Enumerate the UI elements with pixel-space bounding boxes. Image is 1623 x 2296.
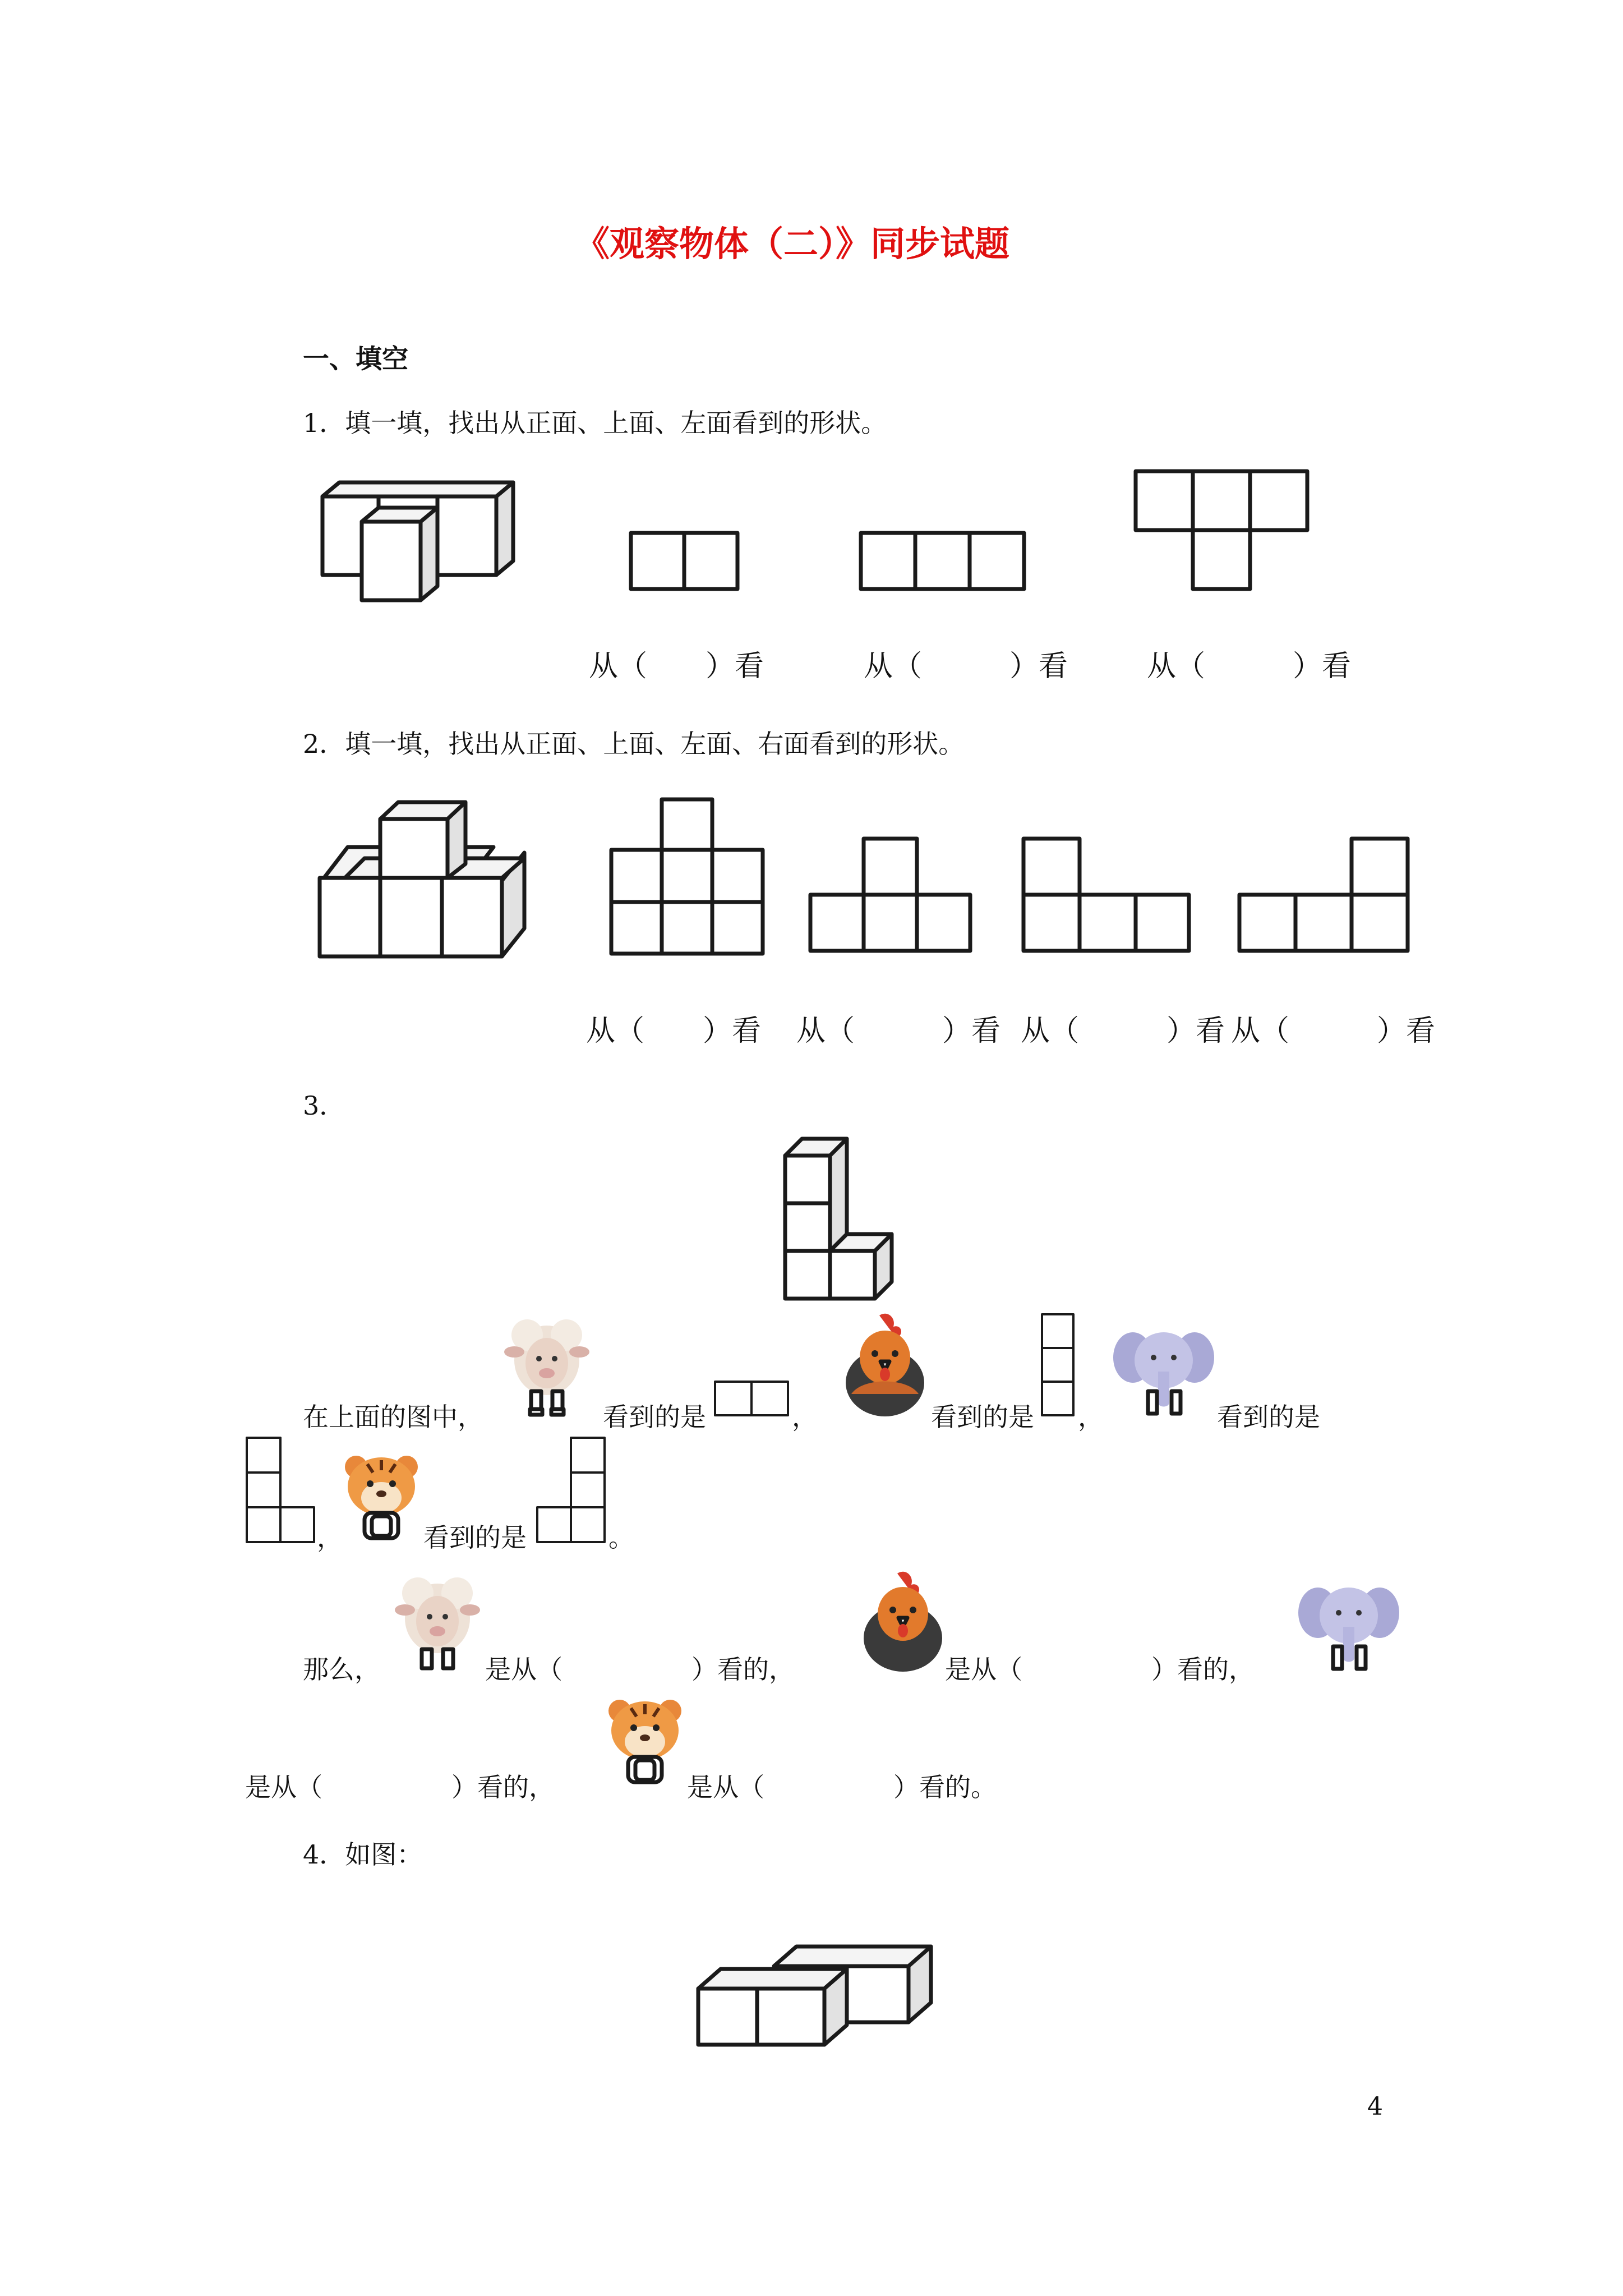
q1-label-1: 从（ ）看 [589,650,764,683]
q1-view-b [858,530,1032,592]
q3-line3-blank-1: 是从（ ）看的， [485,1654,795,1685]
q3-line1-seen-3: 看到的是 [1217,1402,1320,1432]
q3-view-column [1040,1313,1077,1419]
q2-solid-figure [314,797,561,959]
q3-line2-seen: 看到的是 [423,1522,527,1553]
elephant-icon [1113,1324,1214,1419]
q1-label-3: 从（ ）看 [1147,650,1352,683]
q3-line1-seen-2: 看到的是 [931,1402,1034,1432]
q3-comma-2: ， [1078,1402,1104,1432]
q3-line1-seen-1: 看到的是 [603,1402,706,1432]
question-4-text: 4．如图： [303,1839,423,1870]
elephant-icon-2 [1298,1579,1399,1674]
rooster-icon-2 [858,1568,945,1674]
q1-label-2: 从（ ）看 [864,650,1068,683]
page-title: 《观察物体（二）》同步试题 [575,223,1010,264]
q2-label-3: 从（ ）看 [1021,1014,1225,1048]
q3-line4-blank-2: 是从（ ）看的。 [687,1772,997,1802]
q1-view-a [628,530,746,592]
question-2-text: 2．填一填，找出从正面、上面、左面、右面看到的形状。 [303,729,965,759]
q3-view-two-squares [713,1380,792,1419]
q3-line3-intro: 那么， [303,1654,380,1685]
q2-label-1: 从（ ）看 [586,1014,762,1048]
q3-view-l-shape [245,1436,318,1545]
q2-view-a [608,797,771,956]
q3-line1-intro: 在上面的图中， [303,1402,483,1432]
q3-solid-figure [780,1133,903,1301]
sheep-icon [502,1307,592,1416]
q3-comma-3: ， [317,1522,343,1553]
q2-view-b [808,836,976,956]
q3-comma-1: ， [792,1402,818,1432]
q1-view-c [1133,468,1312,592]
rooster-icon [840,1310,927,1419]
q2-label-2: 从（ ）看 [796,1014,1001,1048]
q2-label-4: 从（ ）看 [1231,1014,1436,1048]
q2-view-d [1237,836,1416,956]
tiger-icon-2 [603,1694,687,1792]
q1-solid-figure [314,480,550,592]
tiger-icon [339,1450,423,1548]
section-heading: 一、填空 [303,344,408,375]
q4-solid-figure [695,1944,931,2070]
q3-period: 。 [608,1522,634,1553]
q2-view-c [1021,836,1195,956]
question-3-number: 3． [303,1091,345,1121]
q3-view-j-shape [536,1436,608,1545]
q3-line4-blank-1: 是从（ ）看的， [245,1772,555,1802]
question-1-text: 1．填一填，找出从正面、上面、左面看到的形状。 [303,408,887,438]
page-number: 4 [1367,2092,1383,2121]
q3-line3-blank-2: 是从（ ）看的， [945,1654,1255,1685]
sheep-icon-2 [393,1568,482,1672]
